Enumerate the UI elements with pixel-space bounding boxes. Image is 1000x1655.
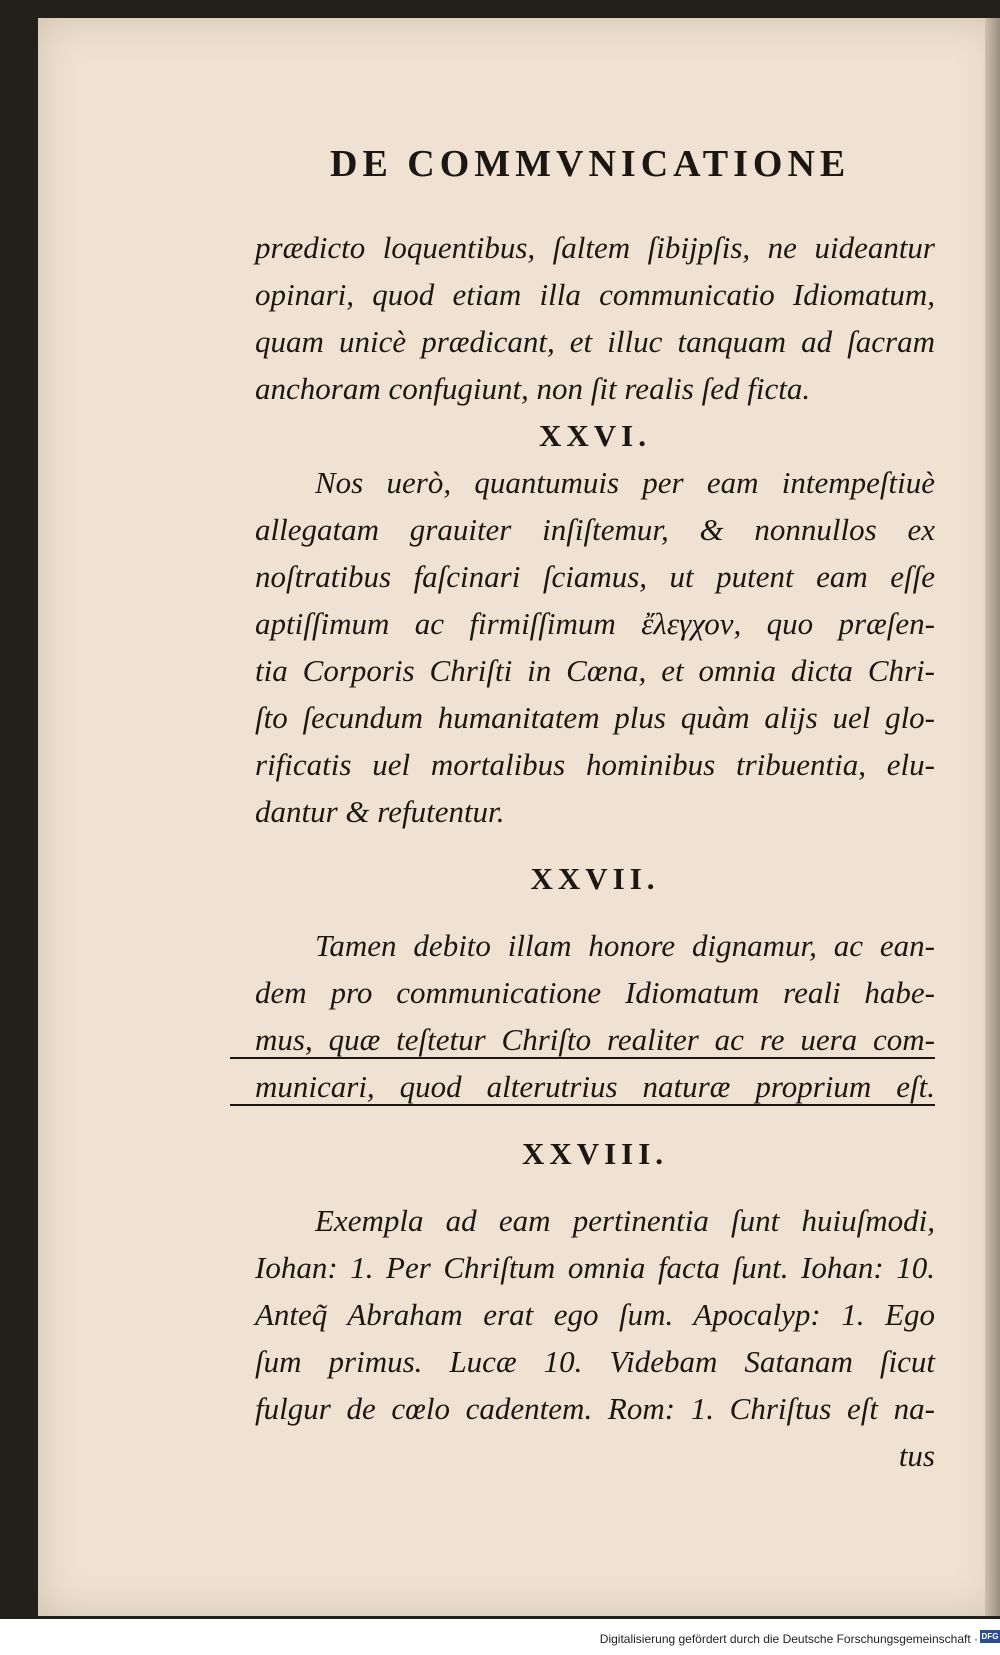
digitization-footer <box>0 1619 1000 1655</box>
text-line: opinari, quod etiam illa communicatio Idiomatum, <box>255 277 935 312</box>
running-head: DE COMMVNICATIONE <box>330 143 851 185</box>
text-line: allegatam grauiter inſiſtemur, & nonnullos ex <box>255 512 935 547</box>
text-line: Anteq̃ Abraham erat ego ſum. Apocalyp: 1. Ego <box>255 1297 935 1332</box>
text-line: Iohan: 1. Per Chriſtum omnia facta ſunt. Iohan: 10. <box>255 1250 935 1285</box>
page-gutter <box>985 18 1000 1616</box>
underlined-text-line: mus, quæ teſtetur Chriſto realiter ac re uera com- <box>255 1016 935 1063</box>
section-number-27: XXVII. <box>530 861 660 896</box>
text-line: ſto ſecundum humanitatem plus quàm alijs uel glo- <box>255 700 935 735</box>
text-block <box>255 224 935 1479</box>
catchword: tus <box>898 1438 935 1473</box>
text-line: aptiſſimum ac firmiſſimum ἔλεγχον, quo præſen- <box>255 606 935 641</box>
text-line: ſum primus. Lucæ 10. Videbam Satanam ſicut <box>255 1344 935 1379</box>
text-line: dem pro communicatione Idiomatum reali habe- <box>255 975 935 1010</box>
text-line: quam unicè prædicant, et illuc tanquam ad ſacram <box>255 324 935 359</box>
dfg-logo-icon: DFG <box>981 1632 999 1641</box>
text-line: Exempla ad eam pertinentia ſunt huiuſmodi, <box>315 1203 935 1238</box>
text-line: prædicto loquentibus, ſaltem ſibijpſis, ne uideantur <box>255 230 935 265</box>
text-line: tia Corporis Chriſti in Cœna, et omnia dicta Chri- <box>255 653 935 688</box>
text-line: dantur & refutentur. <box>255 794 505 829</box>
footer-credit: Digitalisierung gefördert durch die Deutsche Forschungsgemeinschaft · <box>599 1632 978 1646</box>
text-line: Tamen debito illam honore dignamur, ac ean- <box>315 928 935 963</box>
text-line: fulgur de cœlo cadentem. Rom: 1. Chriſtus eſt na- <box>255 1391 935 1426</box>
text-line: anchoram confugiunt, non ſit realis ſed ficta. <box>255 371 811 406</box>
text-line: rificatis uel mortalibus hominibus tribuentia, elu- <box>255 747 935 782</box>
section-number-26: XXVI. <box>539 418 651 453</box>
text-line: Nos uerò, quantumuis per eam intempeſtiuè <box>315 465 935 500</box>
section-number-28: XXVIII. <box>521 1136 669 1171</box>
underlined-text-line: municari, quod alterutrius naturæ proprium eſt. <box>255 1063 935 1110</box>
text-line: noſtratibus faſcinari ſciamus, ut putent eam eſſe <box>255 559 935 594</box>
